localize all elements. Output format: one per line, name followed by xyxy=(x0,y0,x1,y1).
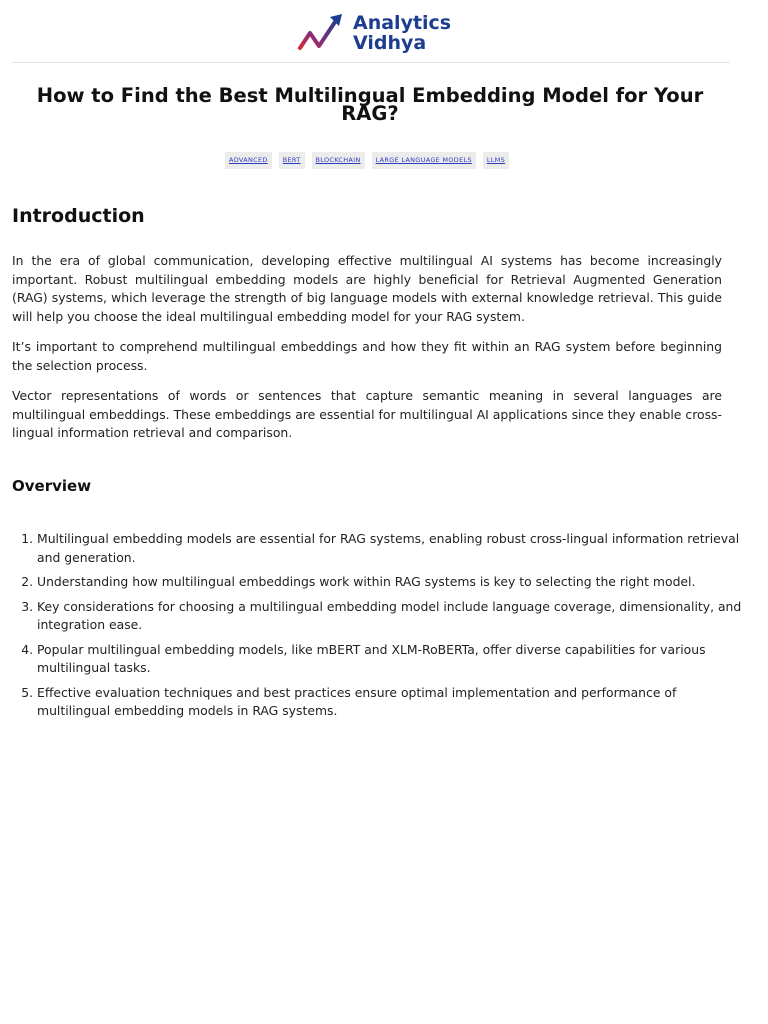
site-header xyxy=(12,0,730,63)
tag-advanced[interactable] xyxy=(225,152,272,169)
tag-link[interactable]: LARGE LANGUAGE MODELS xyxy=(375,156,472,164)
list-item: 4. Popular multilingual embedding models, like mBERT and XLM-RoBERTa, offer diverse capabilities for various multilingual tasks. xyxy=(37,641,747,678)
tag-link[interactable]: BLOCKCHAIN xyxy=(315,156,361,164)
list-item: 2. Understanding how multilingual embeddings work within RAG systems is key to selecting the right model. xyxy=(37,573,747,592)
tag-link[interactable]: LLMS xyxy=(486,156,506,164)
tag-large-language-models[interactable] xyxy=(372,152,476,169)
list-item: 3. Key considerations for choosing a multilingual embedding model include language coverage, dimensionality, and integration ease. xyxy=(37,598,747,635)
logo-wordmark xyxy=(353,13,451,53)
intro-paragraph-1: In the era of global communication, developing effective multilingual AI systems has become increasingly important. Robust multilingual embedding models are highly beneficial for Retrieval Augmented Generation (RAG) systems, which leverage the strength of big language models with external knowledge retrieval. This guide will help you choose the ideal multilingual embedding model for your RAG system. xyxy=(12,253,722,324)
article-title: How to Find the Best Multilingual Embedding Model for Your RAG? xyxy=(36,84,704,125)
tag-list xyxy=(0,152,734,169)
overview-list xyxy=(12,530,747,727)
introduction-heading: Introduction xyxy=(12,205,145,227)
intro-paragraph-3: Vector representations of words or sentences that capture semantic meaning in several languages are multilingual embeddings. These embeddings are essential for multilingual AI applications since they enable cross-lingual information retrieval and comparison. xyxy=(12,388,722,440)
list-item: 1. Multilingual embedding models are essential for RAG systems, enabling robust cross-lingual information retrieval and generation. xyxy=(37,530,747,567)
tag-blockchain[interactable] xyxy=(312,152,365,169)
overview-heading: Overview xyxy=(12,477,92,495)
logo-line-1: Analytics xyxy=(353,12,452,34)
tag-link[interactable]: BERT xyxy=(282,156,301,164)
list-item: 5. Effective evaluation techniques and best practices ensure optimal implementation and performance of multilingual embedding models in RAG systems. xyxy=(37,684,747,721)
logo-chart-icon xyxy=(297,11,347,55)
tag-llms[interactable] xyxy=(483,152,509,169)
tag-bert[interactable] xyxy=(279,152,305,169)
logo-line-2: Vidhya xyxy=(353,32,427,54)
intro-paragraph-2: It’s important to comprehend multilingual embeddings and how they fit within an RAG system before beginning the selection process. xyxy=(12,339,722,373)
tag-link[interactable]: ADVANCED xyxy=(228,156,268,164)
analytics-vidhya-logo[interactable] xyxy=(297,10,451,56)
